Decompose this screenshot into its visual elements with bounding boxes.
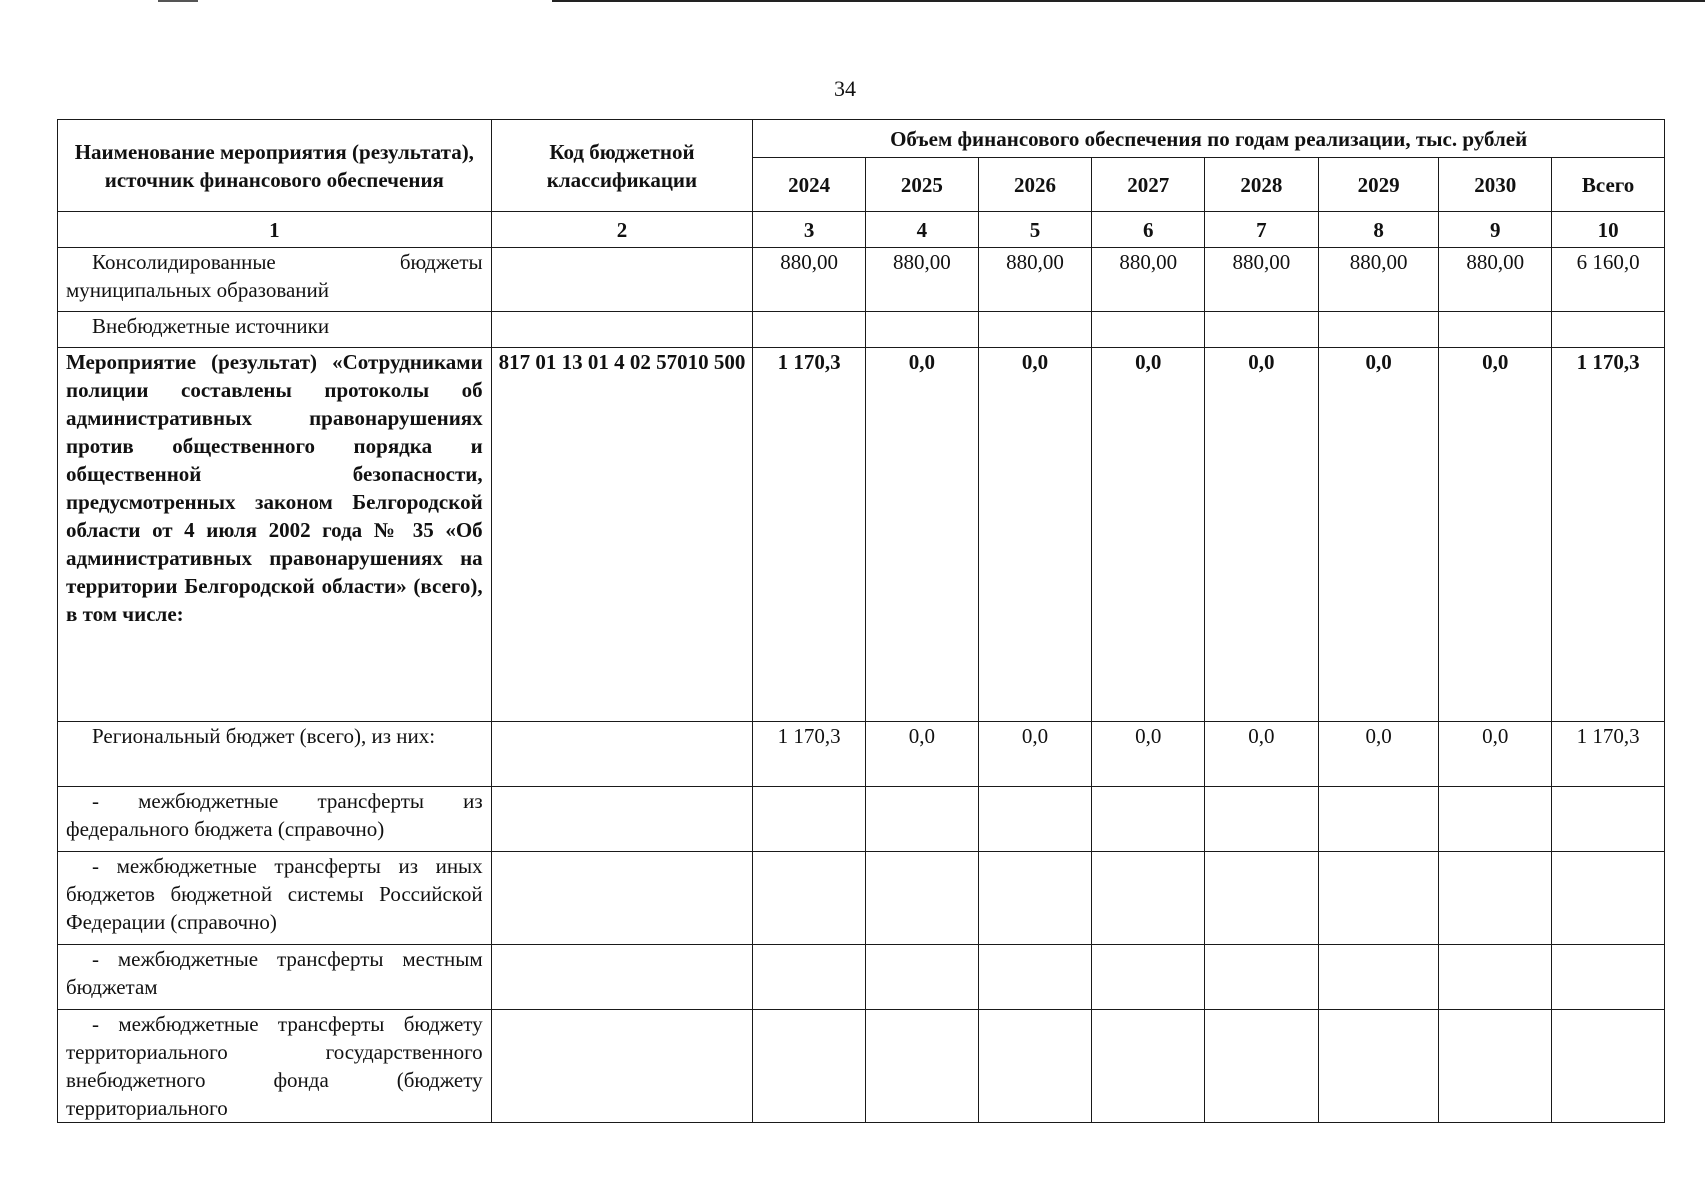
header-row-top	[58, 120, 1665, 158]
row-code	[491, 722, 753, 787]
row-value	[1439, 945, 1552, 1010]
row-code	[491, 787, 753, 852]
column-number: 10	[1552, 212, 1665, 248]
column-number: 8	[1318, 212, 1439, 248]
row-value: 1 170,3	[1552, 722, 1665, 787]
row-value	[1439, 787, 1552, 852]
row-name: - межбюджетные трансферты бюджету территориального государственного внебюджетного фонда (бюджету территориального	[58, 1010, 492, 1123]
row-code	[491, 945, 753, 1010]
row-value	[1092, 312, 1205, 348]
row-value	[865, 787, 978, 852]
row-code	[491, 248, 753, 312]
row-value	[1552, 852, 1665, 945]
row-name: Региональный бюджет (всего), из них:	[58, 722, 492, 787]
column-number: 3	[753, 212, 866, 248]
row-value: 880,00	[1439, 248, 1552, 312]
row-value: 1 170,3	[1552, 348, 1665, 722]
header-year: 2025	[865, 158, 978, 212]
column-number: 1	[58, 212, 492, 248]
table-row-activity	[58, 348, 1665, 722]
row-value	[1439, 312, 1552, 348]
row-value	[1092, 1010, 1205, 1123]
row-value	[753, 787, 866, 852]
row-value: 0,0	[1439, 722, 1552, 787]
page-number: 34	[834, 76, 856, 101]
row-code	[491, 1010, 753, 1123]
column-number: 7	[1205, 212, 1319, 248]
row-value	[753, 1010, 866, 1123]
row-value: 1 170,3	[753, 348, 866, 722]
header-total: Всего	[1552, 158, 1665, 212]
row-name: Консолидированные бюджеты муниципальных образований	[58, 248, 492, 312]
table-row	[58, 722, 1665, 787]
row-value: 0,0	[1205, 348, 1319, 722]
row-value: 0,0	[978, 722, 1092, 787]
row-value: 880,00	[865, 248, 978, 312]
table-row	[58, 852, 1665, 945]
header-year: 2029	[1318, 158, 1439, 212]
row-value: 880,00	[978, 248, 1092, 312]
row-value: 1 170,3	[753, 722, 866, 787]
row-value: 0,0	[978, 348, 1092, 722]
row-value	[1205, 1010, 1319, 1123]
header-name: Наименование мероприятия (результата), источник финансового обеспечения	[58, 120, 492, 212]
row-value	[1318, 852, 1439, 945]
table-row	[58, 945, 1665, 1010]
scan-edge-mark	[158, 0, 198, 2]
header-code: Код бюджетной классификации	[491, 120, 753, 212]
table-row	[58, 248, 1665, 312]
table-row	[58, 312, 1665, 348]
row-value: 880,00	[1092, 248, 1205, 312]
row-code: 817 01 13 01 4 02 57010 500	[491, 348, 753, 722]
column-number: 5	[978, 212, 1092, 248]
header-year: 2028	[1205, 158, 1319, 212]
row-value: 0,0	[1205, 722, 1319, 787]
row-value: 0,0	[1092, 348, 1205, 722]
row-value: 0,0	[1318, 722, 1439, 787]
row-value	[1439, 852, 1552, 945]
row-value	[865, 312, 978, 348]
header-year: 2030	[1439, 158, 1552, 212]
row-value	[978, 852, 1092, 945]
row-value	[1552, 1010, 1665, 1123]
row-value: 0,0	[865, 722, 978, 787]
row-value	[1092, 787, 1205, 852]
row-value	[978, 312, 1092, 348]
table-row	[58, 787, 1665, 852]
row-value	[1318, 787, 1439, 852]
budget-table	[57, 119, 1665, 1123]
row-name: - межбюджетные трансферты местным бюджетам	[58, 945, 492, 1010]
row-name: - межбюджетные трансферты из иных бюджетов бюджетной системы Российской Федерации (справочно)	[58, 852, 492, 945]
row-value	[865, 945, 978, 1010]
row-value	[1439, 1010, 1552, 1123]
header-year: 2026	[978, 158, 1092, 212]
row-value	[1552, 787, 1665, 852]
row-value: 880,00	[753, 248, 866, 312]
row-value	[1092, 852, 1205, 945]
header-year: 2024	[753, 158, 866, 212]
row-value: 0,0	[1318, 348, 1439, 722]
row-value: 880,00	[1205, 248, 1319, 312]
column-number: 4	[865, 212, 978, 248]
row-value	[978, 787, 1092, 852]
row-value	[1205, 787, 1319, 852]
row-name: Мероприятие (результат) «Сотрудниками полиции составлены протоколы об административных правонарушениях против общественного порядка и общественной безопасности, предусмотренных законом Белгородской области от 4 июля 2002 года № 35 «Об административных правонарушениях на территории Белгородской области» (всего), в том числе:	[58, 348, 492, 722]
row-value: 0,0	[1439, 348, 1552, 722]
row-value	[1318, 945, 1439, 1010]
row-value	[1205, 852, 1319, 945]
row-value	[1318, 1010, 1439, 1123]
row-value	[865, 852, 978, 945]
header-volume: Объем финансового обеспечения по годам реализации, тыс. рублей	[753, 120, 1665, 158]
column-number-row	[58, 212, 1665, 248]
row-value	[1552, 312, 1665, 348]
header-year: 2027	[1092, 158, 1205, 212]
row-value: 6 160,0	[1552, 248, 1665, 312]
row-value: 0,0	[1092, 722, 1205, 787]
column-number: 9	[1439, 212, 1552, 248]
column-number: 6	[1092, 212, 1205, 248]
row-value	[978, 945, 1092, 1010]
column-number: 2	[491, 212, 753, 248]
row-value: 880,00	[1318, 248, 1439, 312]
row-value	[753, 945, 866, 1010]
row-value	[1318, 312, 1439, 348]
row-value	[865, 1010, 978, 1123]
row-name: Внебюджетные источники	[58, 312, 492, 348]
row-value	[978, 1010, 1092, 1123]
row-value	[1552, 945, 1665, 1010]
row-name: - межбюджетные трансферты из федерального бюджета (справочно)	[58, 787, 492, 852]
row-value	[1092, 945, 1205, 1010]
row-value: 0,0	[865, 348, 978, 722]
table-row	[58, 1010, 1665, 1123]
row-code	[491, 852, 753, 945]
row-value	[753, 312, 866, 348]
row-value	[1205, 312, 1319, 348]
row-value	[753, 852, 866, 945]
row-value	[1205, 945, 1319, 1010]
row-code	[491, 312, 753, 348]
scan-edge-rule	[552, 0, 1705, 2]
